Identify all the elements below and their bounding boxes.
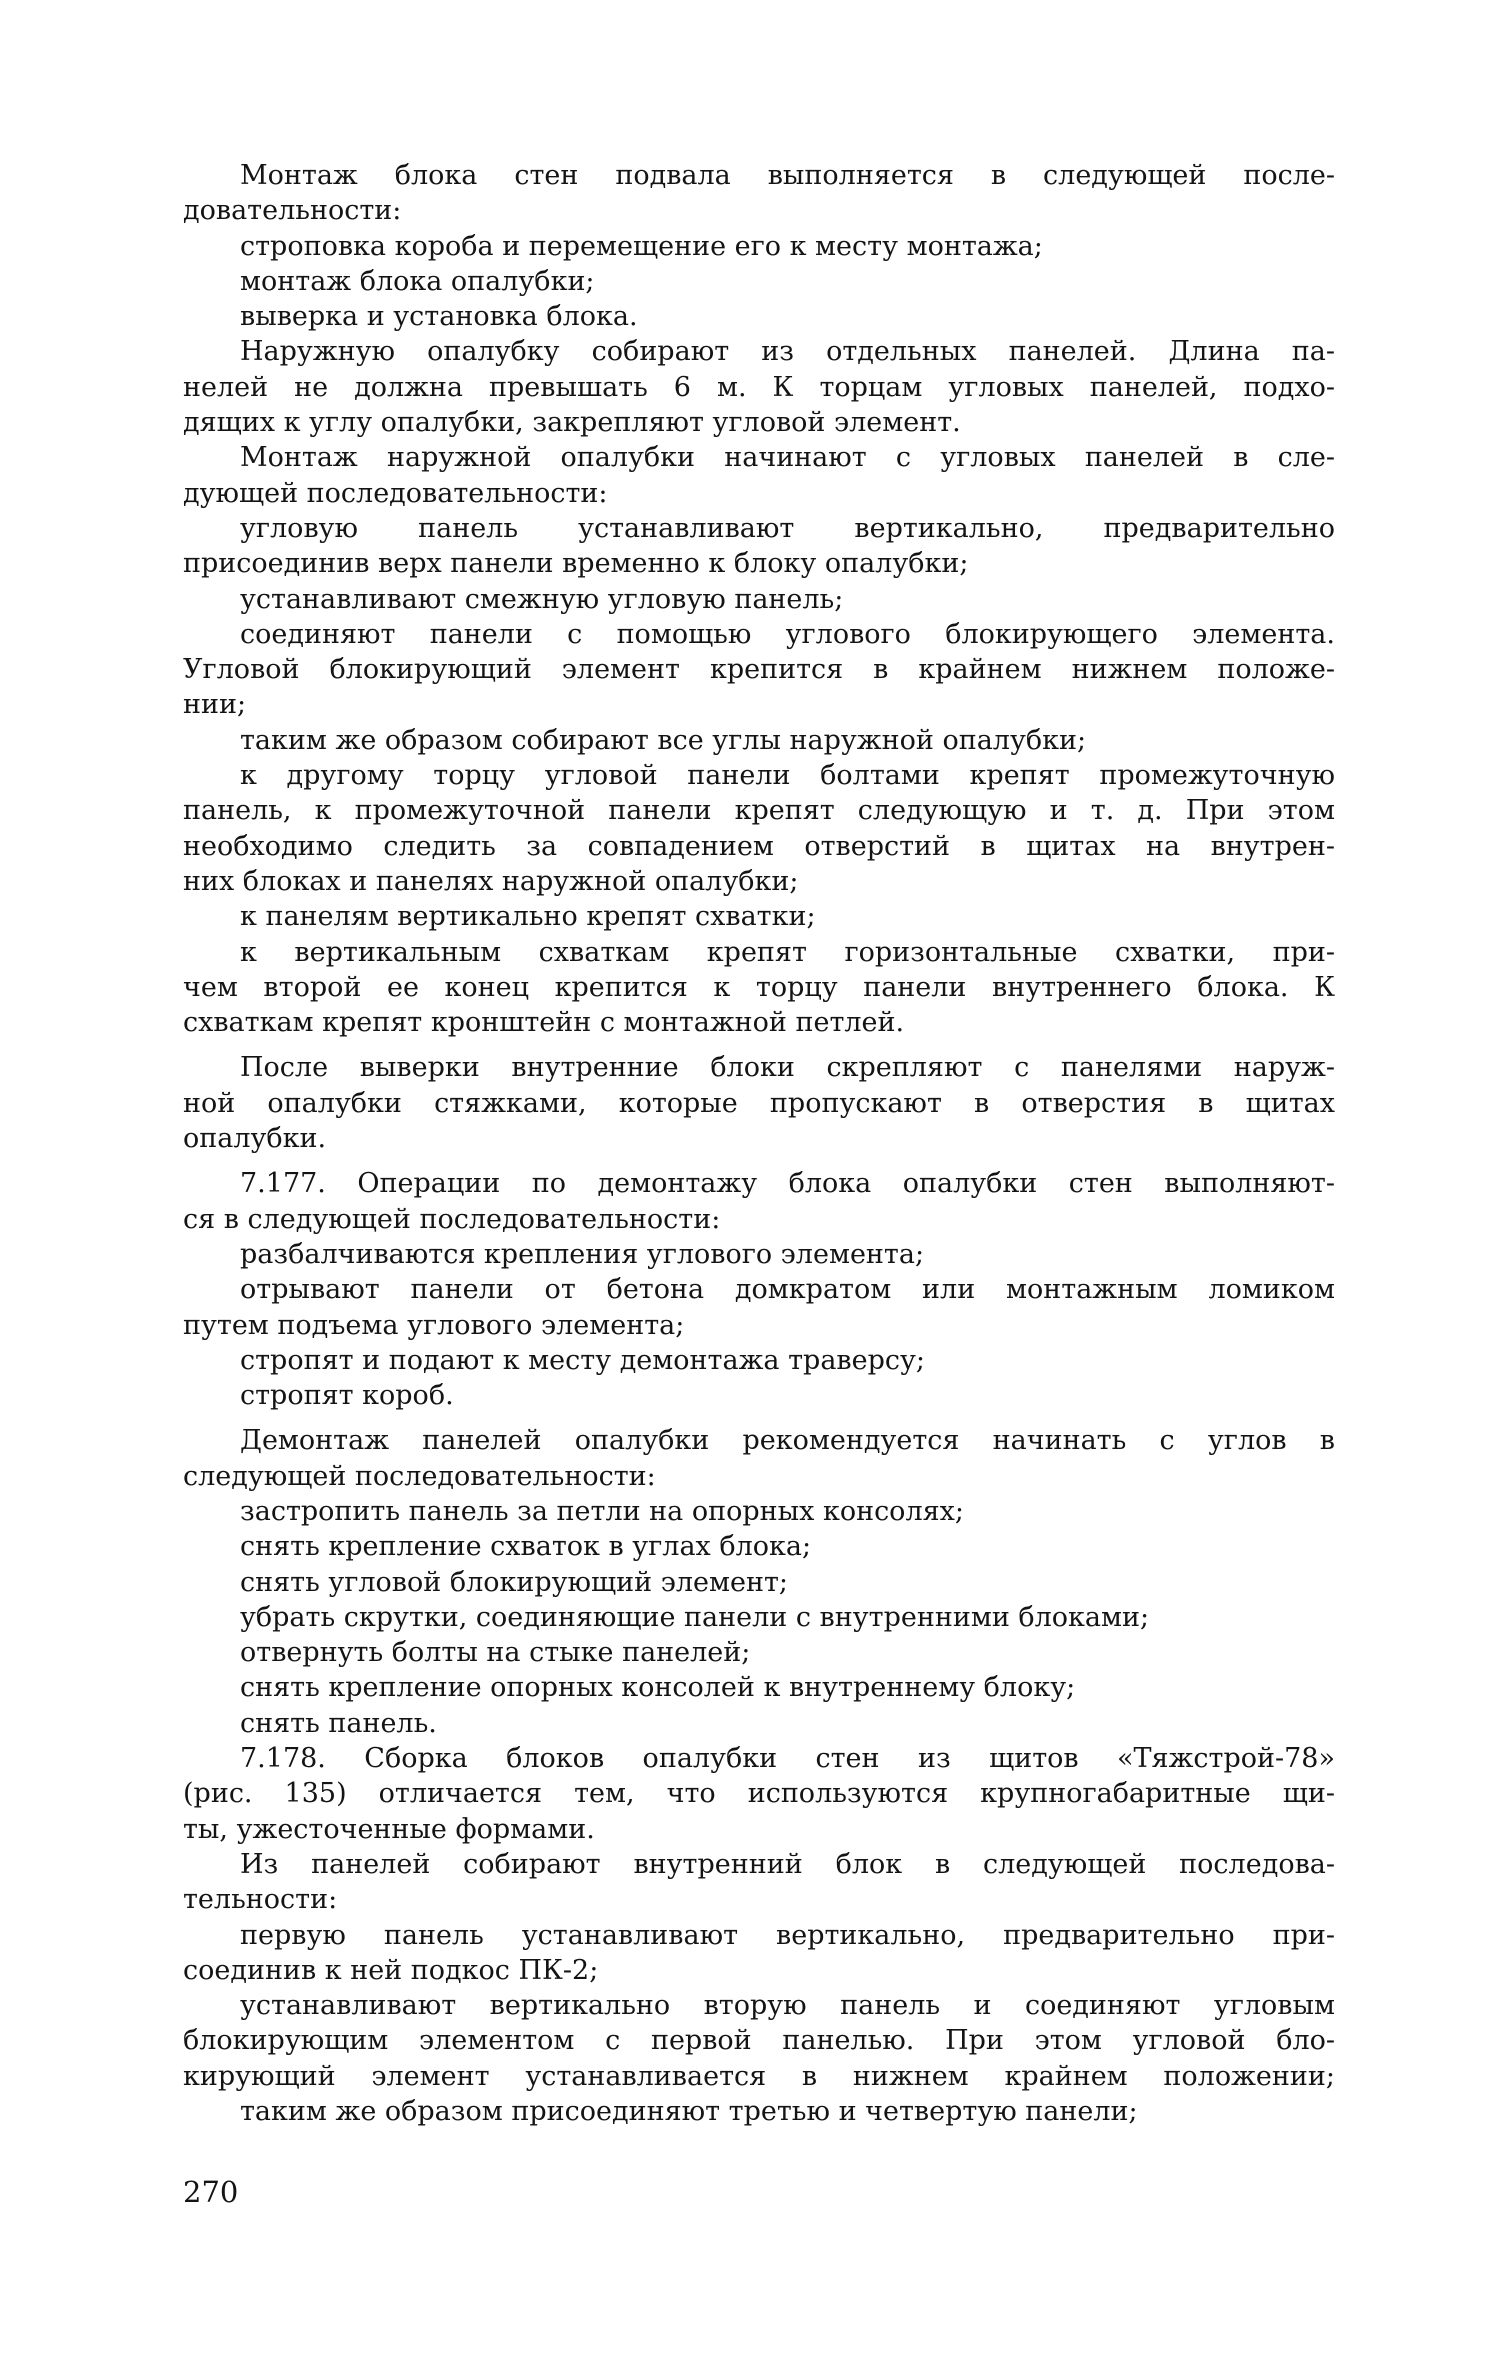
text-line: ты, ужесточенные формами. xyxy=(183,1813,595,1845)
text-line: монтаж блока опалубки; xyxy=(240,265,595,297)
text-line: (рис. 135) отличается тем, что используются крупногабаритные щи- xyxy=(183,1778,1335,1810)
text-line: блокирующим элементом с первой панелью. При этом угловой бло- xyxy=(183,2025,1335,2057)
text-line: После выверки внутренние блоки скрепляют с панелями наруж- xyxy=(240,1052,1335,1084)
text-line: опалубки. xyxy=(183,1123,327,1155)
section-heading-7-178: 7.178. Сборка блоков опалубки стен из щитов «Тяжстрой-78» xyxy=(240,1743,1335,1775)
text-line: нелей не должна превышать 6 м. К торцам угловых панелей, подхо- xyxy=(183,371,1335,403)
text-line: ной опалубки стяжками, которые пропускают в отверстия в щитах xyxy=(183,1087,1335,1119)
text-line: разбалчиваются крепления углового элемента; xyxy=(240,1238,925,1270)
text-line: застропить панель за петли на опорных консолях; xyxy=(240,1495,964,1527)
text-line: необходимо следить за совпадением отверстий в щитах на внутрен- xyxy=(183,830,1335,862)
page-body xyxy=(183,158,1335,2129)
text-line: Из панелей собирают внутренний блок в следующей последова- xyxy=(240,1848,1335,1880)
section-heading-7-177: 7.177. Операции по демонтажу блока опалубки стен выполняют- xyxy=(240,1168,1335,1200)
text-line: Наружную опалубку собирают из отдельных панелей. Длина па- xyxy=(240,336,1335,368)
page-number: 270 xyxy=(183,2175,239,2209)
text-line: Монтаж наружной опалубки начинают с угловых панелей в сле- xyxy=(240,442,1335,474)
text-line: снять крепление схваток в углах блока; xyxy=(240,1531,812,1563)
text-line: к вертикальным схваткам крепят горизонтальные схватки, при- xyxy=(240,936,1335,968)
text-line: первую панель устанавливают вертикально, предварительно при- xyxy=(240,1919,1335,1951)
text-line: соединив к ней подкос ПК-2; xyxy=(183,1954,599,1986)
text-line: угловую панель устанавливают вертикально, предварительно xyxy=(240,512,1335,544)
text-line: снять панель. xyxy=(240,1707,437,1739)
text-line: Угловой блокирующий элемент крепится в крайнем нижнем положе- xyxy=(183,654,1335,686)
text-line: довательности: xyxy=(183,195,402,227)
text-line: Демонтаж панелей опалубки рекомендуется начинать с углов в xyxy=(240,1425,1335,1457)
text-line: соединяют панели с помощью углового блокирующего элемента. xyxy=(240,618,1335,650)
text-line: следующей последовательности: xyxy=(183,1460,656,1492)
text-line: нии; xyxy=(183,689,247,721)
text-line: к другому торцу угловой панели болтами крепят промежуточную xyxy=(240,760,1335,792)
text-line: присоединив верх панели временно к блоку опалубки; xyxy=(183,548,969,580)
text-line: схваткам крепят кронштейн с монтажной петлей. xyxy=(183,1007,905,1039)
text-line: тельности: xyxy=(183,1884,338,1916)
text-line: снять угловой блокирующий элемент; xyxy=(240,1566,788,1598)
text-line: устанавливают смежную угловую панель; xyxy=(240,583,844,615)
text-line: к панелям вертикально крепят схватки; xyxy=(240,901,816,933)
text-line: путем подъема углового элемента; xyxy=(183,1309,685,1341)
text-line: выверка и установка блока. xyxy=(240,301,638,333)
text-line: стропят короб. xyxy=(240,1380,454,1412)
text-line: строповка короба и перемещение его к месту монтажа; xyxy=(240,230,1043,262)
text-line: кирующий элемент устанавливается в нижнем крайнем положении; xyxy=(183,2060,1335,2092)
text-line: ся в следующей последовательности: xyxy=(183,1203,721,1235)
text-line: таким же образом собирают все углы наружной опалубки; xyxy=(240,724,1087,756)
text-line: Монтаж блока стен подвала выполняется в следующей после- xyxy=(240,160,1335,191)
text-line: дящих к углу опалубки, закрепляют угловой элемент. xyxy=(183,407,961,439)
text-line: дующей последовательности: xyxy=(183,477,608,509)
text-line: чем второй ее конец крепится к торцу панели внутреннего блока. К xyxy=(183,971,1335,1003)
text-line: таким же образом присоединяют третью и четвертую панели; xyxy=(240,2096,1138,2128)
text-line: панель, к промежуточной панели крепят следующую и т. д. При этом xyxy=(183,795,1335,827)
text-line: убрать скрутки, соединяющие панели с внутренними блоками; xyxy=(240,1601,1150,1633)
text-line: отрывают панели от бетона домкратом или монтажным ломиком xyxy=(240,1274,1335,1306)
text-line: них блоках и панелях наружной опалубки; xyxy=(183,865,799,897)
text-line: стропят и подают к месту демонтажа траверсу; xyxy=(240,1344,925,1376)
text-line: устанавливают вертикально вторую панель и соединяют угловым xyxy=(240,1990,1335,2022)
text-line: снять крепление опорных консолей к внутреннему блоку; xyxy=(240,1672,1076,1704)
text-line: отвернуть болты на стыке панелей; xyxy=(240,1637,751,1669)
